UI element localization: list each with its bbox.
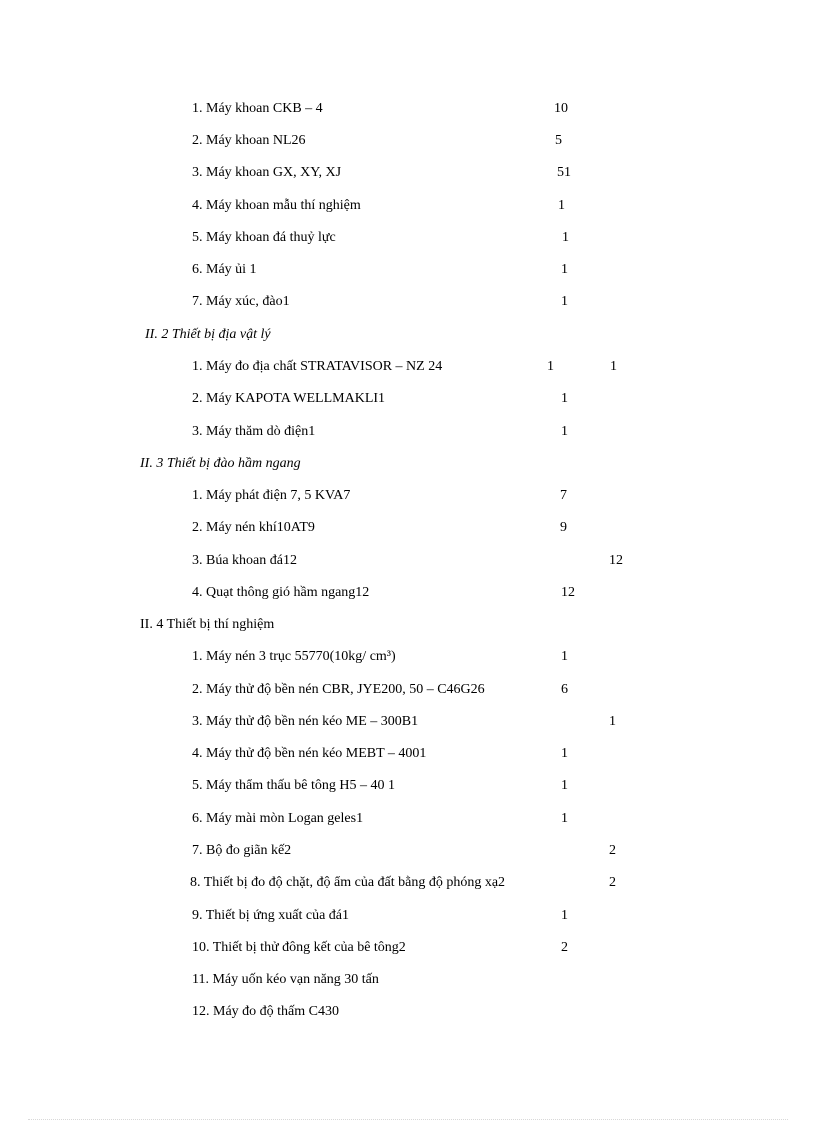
quantity-value: 2 — [561, 940, 568, 955]
list-item: 2. Máy KAPOTA WELLMAKLI1 — [192, 391, 386, 406]
quantity-value: 1 — [561, 811, 568, 826]
list-item: 1. Máy đo địa chất STRATAVISOR – NZ 24 — [192, 359, 443, 374]
list-item: 3. Máy thử độ bền nén kéo ME – 300B1 — [192, 714, 419, 729]
quantity-value: 12 — [561, 585, 575, 600]
list-item: 3. Máy khoan GX, XY, XJ — [192, 165, 342, 180]
quantity-value: 1 — [561, 778, 568, 793]
list-item: 3. Búa khoan đá12 — [192, 553, 297, 568]
quantity-value: 1 — [561, 391, 568, 406]
quantity-value: 1 — [561, 424, 568, 439]
list-item: 6. Máy mài mòn Logan geles1 — [192, 811, 364, 826]
list-item: 4. Máy khoan mẫu thí nghiệm — [192, 198, 361, 213]
quantity-value-secondary: 1 — [609, 714, 616, 729]
quantity-value: 1 — [561, 294, 568, 309]
quantity-value: 1 — [562, 230, 569, 245]
list-item: 7. Bộ đo giãn kế2 — [192, 843, 292, 858]
quantity-value-secondary: 2 — [609, 843, 616, 858]
quantity-value: 51 — [557, 165, 571, 180]
list-item: 4. Quạt thông gió hầm ngang12 — [192, 585, 370, 600]
list-item: 1. Máy khoan CKB – 4 — [192, 101, 323, 116]
quantity-value: 1 — [561, 649, 568, 664]
list-item: 11. Máy uốn kéo vạn năng 30 tấn — [192, 972, 379, 987]
quantity-value: 6 — [561, 682, 568, 697]
page-bottom-rule — [28, 1119, 788, 1120]
list-item: 6. Máy ủi 1 — [192, 262, 257, 277]
list-item: 2. Máy thử độ bền nén CBR, JYE200, 50 – C46G26 — [192, 682, 485, 697]
quantity-value: 10 — [554, 101, 568, 116]
list-item: 1. Máy phát điện 7, 5 KVA7 — [192, 488, 351, 503]
list-item: 2. Máy khoan NL26 — [192, 133, 306, 148]
list-item: 12. Máy đo độ thấm C430 — [192, 1004, 339, 1019]
quantity-value: 1 — [561, 262, 568, 277]
quantity-value: 1 — [547, 359, 554, 374]
quantity-value: 5 — [555, 133, 562, 148]
list-item: 7. Máy xúc, đào1 — [192, 294, 290, 309]
quantity-value-secondary: 2 — [609, 875, 616, 890]
quantity-value: 1 — [558, 198, 565, 213]
list-item: 2. Máy nén khí10AT9 — [192, 520, 315, 535]
quantity-value-secondary: 1 — [610, 359, 617, 374]
list-item: 10. Thiết bị thử đông kết của bê tông2 — [192, 940, 406, 955]
list-item: 5. Máy thẩm thấu bê tông H5 – 40 1 — [192, 778, 395, 793]
quantity-value-secondary: 12 — [609, 553, 623, 568]
section-heading: II. 2 Thiết bị địa vật lý — [145, 327, 271, 342]
list-item: 1. Máy nén 3 trục 55770(10kg/ cm³) — [192, 649, 396, 664]
section-heading: II. 4 Thiết bị thí nghiệm — [140, 617, 275, 632]
section-heading: II. 3 Thiết bị đào hầm ngang — [140, 456, 301, 471]
list-item: 3. Máy thăm dò điện1 — [192, 424, 316, 439]
quantity-value: 9 — [560, 520, 567, 535]
list-item: 4. Máy thử độ bền nén kéo MEBT – 4001 — [192, 746, 427, 761]
quantity-value: 7 — [560, 488, 567, 503]
list-item: 5. Máy khoan đá thuỷ lực — [192, 230, 336, 245]
quantity-value: 1 — [561, 908, 568, 923]
quantity-value: 1 — [561, 746, 568, 761]
list-item: 9. Thiết bị ứng xuất của đá1 — [192, 908, 350, 923]
list-item: 8. Thiết bị đo độ chặt, độ ẩm của đất bằng độ phóng xạ2 — [190, 875, 506, 890]
